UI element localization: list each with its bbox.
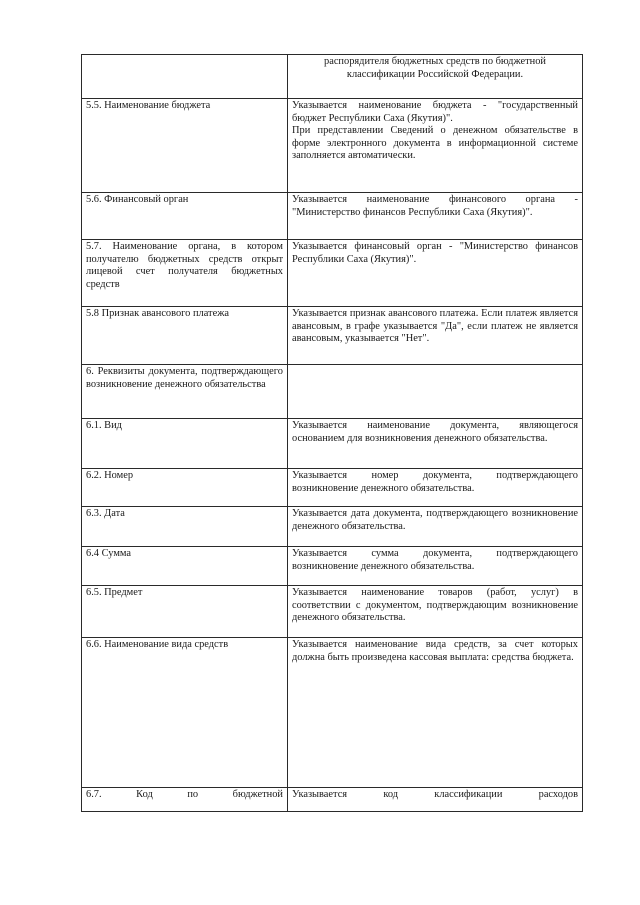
table-row xyxy=(82,788,583,812)
description-paragraph: Указывается сумма документа, подтверждающего возникновение денежного обязательства. xyxy=(292,548,578,572)
row-description xyxy=(288,469,583,507)
description-paragraph: Указывается номер документа, подтверждающего возникновение денежного обязательства. xyxy=(292,470,578,494)
row-description xyxy=(288,307,583,365)
table-row xyxy=(82,586,583,638)
description-paragraph: Указывается наименование вида средств, за счет которых должна быть произведена кассовая выплата: средства бюджета. xyxy=(292,639,578,663)
description-paragraph: При представлении Сведений о денежном обязательстве в форме электронного документа в информационной системе заполняется автоматически. xyxy=(292,125,578,162)
table-row xyxy=(82,547,583,586)
row-description xyxy=(288,240,583,307)
row-description xyxy=(288,638,583,788)
table-row xyxy=(82,240,583,307)
row-label: 5.6. Финансовый орган xyxy=(82,193,288,240)
row-label: 6.3. Дата xyxy=(82,507,288,547)
description-paragraph: Указывается наименование товаров (работ, услуг) в соответствии с документом, подтверждающим возникновение денежного обязательства. xyxy=(292,587,578,624)
row-label: 6. Реквизиты документа, подтверждающего возникновение денежного обязательства xyxy=(82,365,288,419)
table-row xyxy=(82,507,583,547)
description-paragraph: Указывается дата документа, подтверждающего возникновение денежного обязательства. xyxy=(292,508,578,532)
table-row xyxy=(82,193,583,240)
description-paragraph: Указывается признак авансового платежа. Если платеж является авансовым, в графе указывается "Да", если платеж не является авансовым, указывается "Нет". xyxy=(292,308,578,345)
table-row xyxy=(82,419,583,469)
row-label: 6.7. Код по бюджетной xyxy=(82,788,288,812)
row-label: 6.5. Предмет xyxy=(82,586,288,638)
table-row xyxy=(82,638,583,788)
row-description xyxy=(288,419,583,469)
description-paragraph: распорядителя бюджетных средств по бюджетной классификации Российской Федерации. xyxy=(324,56,546,80)
table-row xyxy=(82,365,583,419)
row-description xyxy=(288,99,583,193)
row-label: 6.6. Наименование вида средств xyxy=(82,638,288,788)
row-label: 6.1. Вид xyxy=(82,419,288,469)
description-paragraph: Указывается финансовый орган - "Министерство финансов Республики Саха (Якутия)". xyxy=(292,241,578,265)
table-row xyxy=(82,307,583,365)
row-label: 6.2. Номер xyxy=(82,469,288,507)
description-paragraph: Указывается наименование финансового органа - "Министерство финансов Республики Саха (Якутия)". xyxy=(292,194,578,218)
row-description xyxy=(288,788,583,812)
table-row xyxy=(82,469,583,507)
description-paragraph: Указывается наименование бюджета - "государственный бюджет Республики Саха (Якутия)". xyxy=(292,100,578,124)
requisites-table xyxy=(81,54,583,812)
description-paragraph: Указывается наименование документа, являющегося основанием для возникновения денежного обязательства. xyxy=(292,420,578,444)
row-description xyxy=(288,507,583,547)
row-label: 5.8 Признак авансового платежа xyxy=(82,307,288,365)
table-row xyxy=(82,55,583,99)
row-description xyxy=(288,55,583,99)
row-label xyxy=(82,55,288,99)
row-label: 5.7. Наименование органа, в котором получателю бюджетных средств открыт лицевой счет получателя бюджетных средств xyxy=(82,240,288,307)
row-description xyxy=(288,586,583,638)
table-row xyxy=(82,99,583,193)
row-label: 6.4 Сумма xyxy=(82,547,288,586)
row-description xyxy=(288,365,583,419)
row-description xyxy=(288,547,583,586)
row-description xyxy=(288,193,583,240)
row-label: 5.5. Наименование бюджета xyxy=(82,99,288,193)
description-paragraph: Указывается код классификации расходов xyxy=(292,789,578,800)
